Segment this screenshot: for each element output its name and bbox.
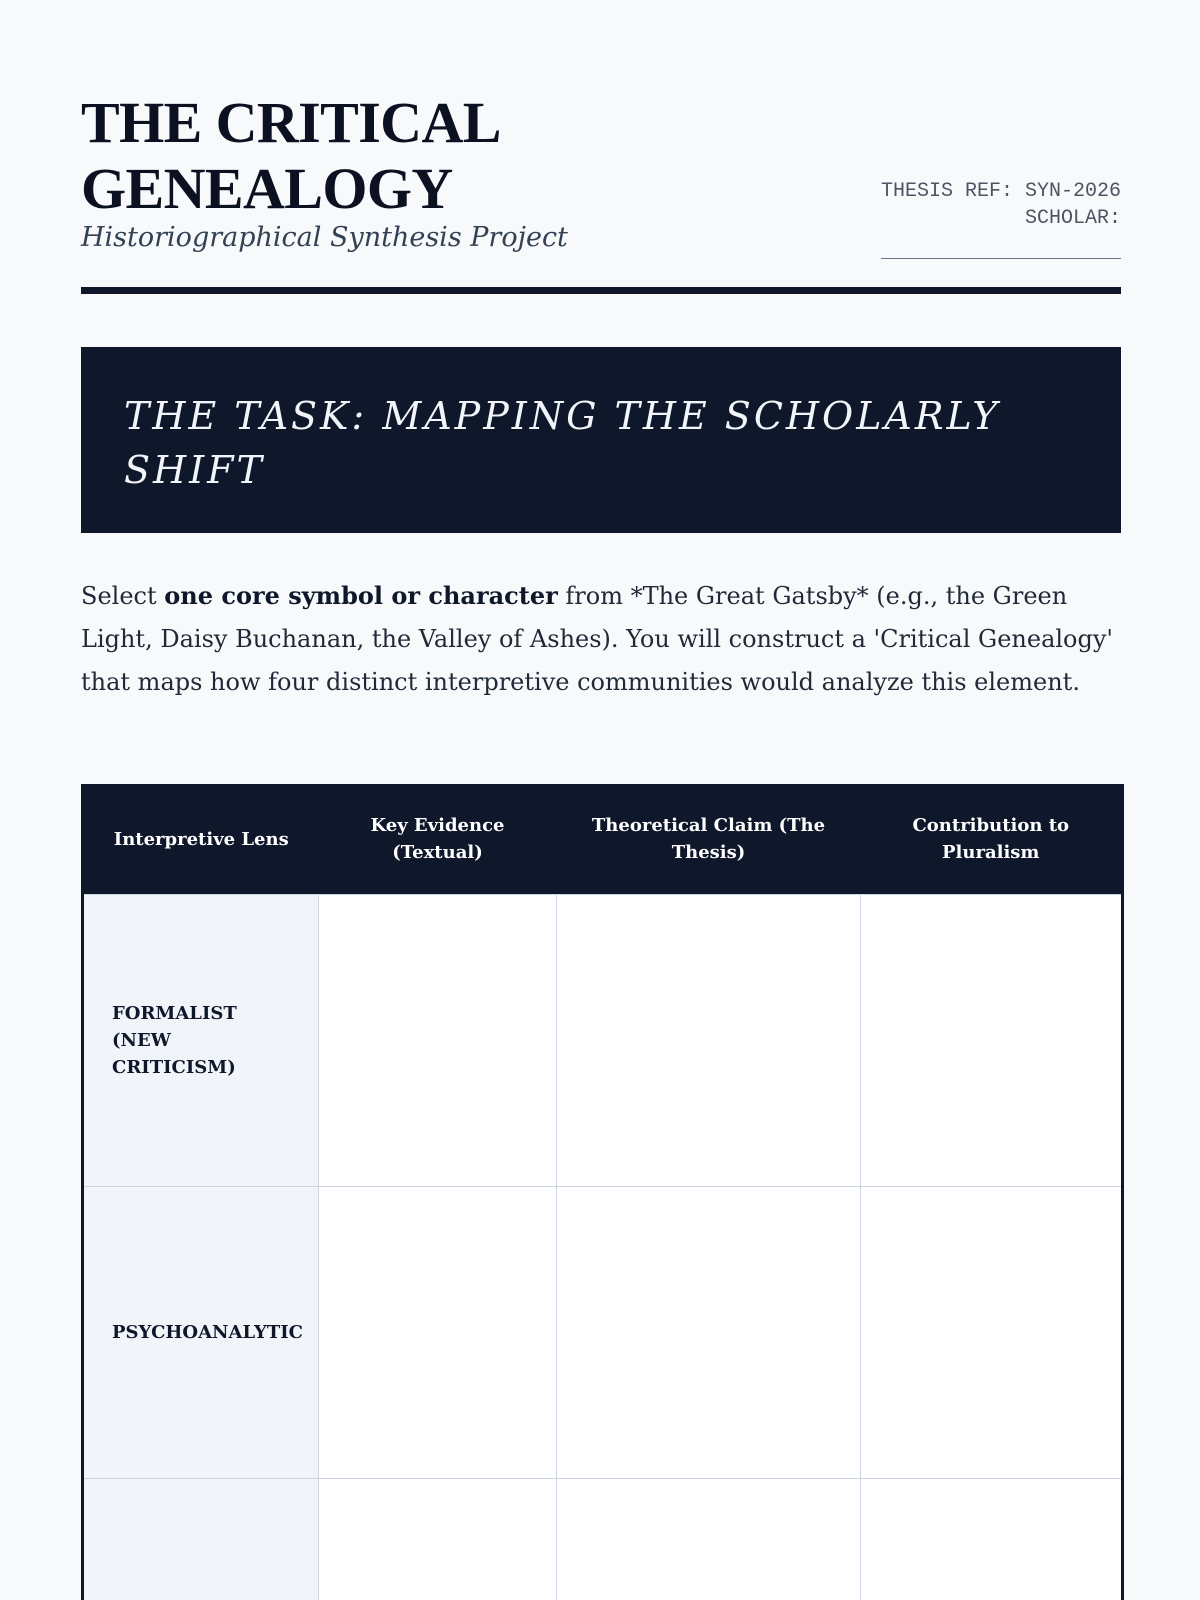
title-line-1: THE CRITICAL [81, 90, 501, 155]
worksheet-header [81, 90, 1121, 260]
task-prompt [81, 574, 1121, 704]
thesis-ref: THESIS REF: SYN-2026 [880, 180, 1121, 203]
contribution-input-cell[interactable] [861, 1479, 1123, 1600]
table-row [83, 1187, 1123, 1479]
evidence-input-cell[interactable] [319, 1479, 557, 1600]
table-row [83, 895, 1123, 1187]
prompt-emphasis: one core symbol or character [164, 581, 558, 610]
page-title [81, 90, 501, 222]
claim-input-cell[interactable] [557, 895, 861, 1187]
worksheet-page [81, 0, 1121, 1600]
task-heading [124, 389, 1024, 497]
scholar-name-field[interactable] [881, 232, 1121, 259]
header-contribution: Contribution to Pluralism [861, 784, 1123, 895]
table-row [83, 1479, 1123, 1600]
header-key-evidence: Key Evidence (Textual) [319, 784, 557, 895]
header-divider [81, 287, 1121, 294]
evidence-input-cell[interactable] [319, 1187, 557, 1479]
header-interpretive-lens: Interpretive Lens [83, 784, 319, 895]
page-subtitle: Historiographical Synthesis Project [81, 222, 568, 253]
evidence-input-cell[interactable] [319, 895, 557, 1187]
task-banner [81, 347, 1121, 533]
lens-cell: FORMALIST (NEW CRITICISM) [83, 895, 319, 1187]
lens-cell [83, 1479, 319, 1600]
prompt-lead: Select [81, 582, 165, 610]
contribution-input-cell[interactable] [861, 1187, 1123, 1479]
contribution-input-cell[interactable] [861, 895, 1123, 1187]
header-theoretical-claim: Theoretical Claim (The Thesis) [557, 784, 861, 895]
table-header-row [83, 784, 1123, 895]
title-line-2: GENEALOGY [81, 156, 453, 221]
genealogy-table [81, 784, 1124, 1600]
scholar-label: SCHOLAR: [1024, 207, 1121, 230]
task-heading-line-1: THE TASK: MAPPING THE SCHOLARLY [124, 394, 1001, 438]
task-heading-line-2: SHIFT [124, 448, 265, 492]
thesis-meta [881, 178, 1121, 259]
claim-input-cell[interactable] [557, 1187, 861, 1479]
lens-cell: PSYCHOANALYTIC [83, 1187, 319, 1479]
claim-input-cell[interactable] [557, 1479, 861, 1600]
prompt-rest: from *The Great Gatsby* (e.g., the Green Light, Daisy Buchanan, the Valley of Ashes). You will construct a 'Critical Genealogy' that maps how four distinct interpretive communities would analyze this element. [81, 582, 1114, 696]
